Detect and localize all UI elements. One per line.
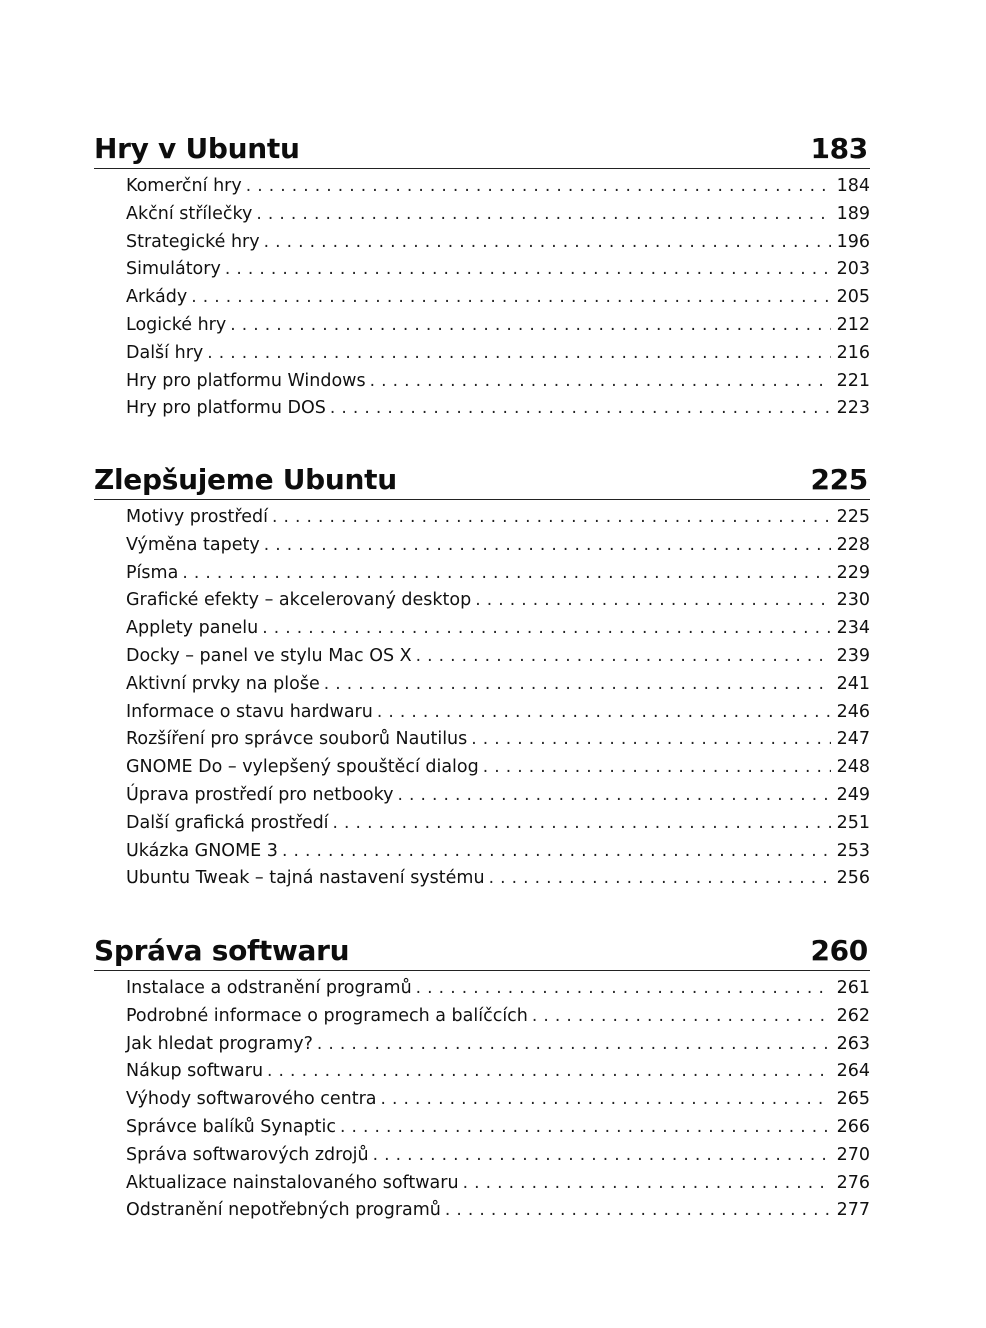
entry-page-number: 239 <box>836 645 870 666</box>
toc-entry[interactable] <box>126 1142 870 1170</box>
dot-leader <box>191 284 830 312</box>
entry-page-number: 229 <box>836 562 870 583</box>
dot-leader <box>532 1003 831 1031</box>
entry-page-number: 248 <box>836 757 870 778</box>
entry-page-number: 234 <box>836 618 870 639</box>
toc-entry[interactable] <box>126 201 870 229</box>
entry-title: GNOME Do – vylepšený spouštěcí dialog <box>126 757 479 778</box>
dot-leader <box>463 1170 831 1198</box>
toc-entry[interactable] <box>126 1003 870 1031</box>
entry-title: Odstranění nepotřebných programů <box>126 1200 441 1221</box>
entry-title: Správa softwarových zdrojů <box>126 1144 369 1165</box>
dot-leader <box>398 782 831 810</box>
entry-title: Správce balíků Synaptic <box>126 1116 336 1137</box>
toc-entry[interactable] <box>126 368 870 396</box>
entry-page-number: 230 <box>836 590 870 611</box>
entry-title: Úprava prostředí pro netbooky <box>126 784 394 805</box>
dot-leader <box>416 975 831 1003</box>
entry-page-number: 277 <box>836 1200 870 1221</box>
toc-entry[interactable] <box>126 1031 870 1059</box>
dot-leader <box>373 1142 831 1170</box>
entry-page-number: 249 <box>836 784 870 805</box>
entry-title: Instalace a odstranění programů <box>126 978 412 998</box>
dot-leader <box>377 699 831 727</box>
entry-page-number: 196 <box>836 231 870 252</box>
dot-leader <box>370 368 831 396</box>
dot-leader <box>483 754 831 782</box>
entry-title: Simulátory <box>126 259 221 280</box>
dot-leader <box>282 838 831 866</box>
entry-page-number: 270 <box>836 1144 870 1165</box>
toc-entry[interactable] <box>126 782 870 810</box>
dot-leader <box>324 671 831 699</box>
entry-title: Arkády <box>126 287 188 308</box>
chapter-section <box>94 459 870 893</box>
entry-page-number: 263 <box>836 1033 870 1054</box>
dot-leader <box>340 1114 831 1142</box>
toc-entry[interactable] <box>126 1197 870 1225</box>
toc-entry[interactable] <box>126 726 870 754</box>
entry-title: Informace o stavu hardwaru <box>126 701 373 722</box>
toc-entry[interactable] <box>126 504 870 532</box>
toc-entry[interactable] <box>126 838 870 866</box>
entry-page-number: 253 <box>836 840 870 861</box>
entry-title: Rozšíření pro správce souborů Nautilus <box>126 729 468 750</box>
entry-title: Aktualizace nainstalovaného softwaru <box>126 1172 459 1193</box>
toc-entry[interactable] <box>126 1058 870 1086</box>
toc-entry[interactable] <box>126 312 870 340</box>
entry-page-number: 184 <box>836 176 870 196</box>
toc-entry[interactable] <box>126 560 870 588</box>
dot-leader <box>225 256 831 284</box>
chapter-heading <box>94 459 870 500</box>
toc-entry[interactable] <box>126 1170 870 1198</box>
entry-title: Výměna tapety <box>126 534 260 555</box>
entry-page-number: 276 <box>836 1172 870 1193</box>
toc-entry[interactable] <box>126 532 870 560</box>
toc-entry[interactable] <box>126 810 870 838</box>
dot-leader <box>267 1058 831 1086</box>
toc-entry[interactable] <box>126 699 870 727</box>
entry-list <box>94 504 870 893</box>
toc-entry[interactable] <box>126 587 870 615</box>
dot-leader <box>264 532 831 560</box>
dot-leader <box>264 229 831 257</box>
entry-title: Strategické hry <box>126 231 260 252</box>
entry-page-number: 203 <box>836 259 870 280</box>
dot-leader <box>381 1086 831 1114</box>
toc-entry[interactable] <box>126 671 870 699</box>
chapter-page-number: 225 <box>810 463 868 496</box>
toc-entry[interactable] <box>126 975 870 1003</box>
dot-leader <box>262 615 830 643</box>
entry-title: Komerční hry <box>126 176 242 196</box>
entry-page-number: 223 <box>836 398 870 419</box>
entry-title: Ubuntu Tweak – tajná nastavení systému <box>126 868 485 889</box>
toc-entry[interactable] <box>126 615 870 643</box>
dot-leader <box>489 865 831 893</box>
dot-leader <box>475 587 830 615</box>
entry-page-number: 212 <box>836 314 870 335</box>
chapter-title: Zlepšujeme Ubuntu <box>94 463 397 496</box>
entry-title: Nákup softwaru <box>126 1061 264 1082</box>
toc-entry[interactable] <box>126 340 870 368</box>
dot-leader <box>416 643 831 671</box>
dot-leader <box>230 312 830 340</box>
entry-list <box>94 975 870 1225</box>
dot-leader <box>317 1031 831 1059</box>
entry-list <box>94 173 870 423</box>
entry-title: Další grafická prostředí <box>126 812 329 833</box>
entry-title: Docky – panel ve stylu Mac OS X <box>126 645 412 666</box>
entry-page-number: 251 <box>836 812 870 833</box>
dot-leader <box>471 726 830 754</box>
entry-title: Další hry <box>126 342 204 363</box>
entry-page-number: 264 <box>836 1061 870 1082</box>
dot-leader <box>333 810 831 838</box>
entry-title: Podrobné informace o programech a balíčcích <box>126 1005 528 1026</box>
dot-leader <box>182 560 830 588</box>
chapter-page-number: 183 <box>810 132 868 165</box>
entry-page-number: 246 <box>836 701 870 722</box>
dot-leader <box>445 1197 831 1225</box>
toc-entry[interactable] <box>126 173 870 201</box>
entry-title: Grafické efekty – akcelerovaný desktop <box>126 590 472 611</box>
entry-title: Motivy prostředí <box>126 507 268 527</box>
entry-title: Písma <box>126 562 179 583</box>
toc-entry[interactable] <box>126 229 870 257</box>
entry-page-number: 205 <box>836 287 870 308</box>
entry-title: Jak hledat programy? <box>126 1033 313 1054</box>
dot-leader <box>207 340 830 368</box>
dot-leader <box>256 201 830 229</box>
chapter-title: Hry v Ubuntu <box>94 132 300 165</box>
entry-page-number: 221 <box>836 370 870 391</box>
entry-title: Hry pro platformu Windows <box>126 370 366 391</box>
toc-entry[interactable] <box>126 754 870 782</box>
toc-entry[interactable] <box>126 284 870 312</box>
entry-title: Výhody softwarového centra <box>126 1089 377 1110</box>
entry-page-number: 189 <box>836 203 870 224</box>
toc-entry[interactable] <box>126 1086 870 1114</box>
entry-title: Logické hry <box>126 314 227 335</box>
toc-entry[interactable] <box>126 1114 870 1142</box>
entry-page-number: 241 <box>836 673 870 694</box>
chapter-section <box>94 128 870 423</box>
entry-title: Ukázka GNOME 3 <box>126 840 278 861</box>
entry-page-number: 225 <box>836 507 870 527</box>
entry-page-number: 262 <box>836 1005 870 1026</box>
entry-title: Aktivní prvky na ploše <box>126 673 320 694</box>
toc-entry[interactable] <box>126 643 870 671</box>
entry-page-number: 266 <box>836 1116 870 1137</box>
chapter-heading <box>94 930 870 971</box>
entry-title: Hry pro platformu DOS <box>126 398 326 419</box>
entry-page-number: 247 <box>836 729 870 750</box>
chapter-section <box>94 930 870 1225</box>
dot-leader <box>330 395 831 423</box>
toc-entry[interactable] <box>126 395 870 423</box>
chapter-page-number: 260 <box>810 934 868 967</box>
entry-title: Akční střílečky <box>126 203 253 224</box>
entry-page-number: 261 <box>836 978 870 998</box>
dot-leader <box>272 504 831 532</box>
entry-page-number: 256 <box>836 868 870 889</box>
entry-page-number: 216 <box>836 342 870 363</box>
entry-title: Applety panelu <box>126 618 259 639</box>
entry-page-number: 228 <box>836 534 870 555</box>
toc-entry[interactable] <box>126 256 870 284</box>
toc-entry[interactable] <box>126 865 870 893</box>
chapter-heading <box>94 128 870 169</box>
chapter-title: Správa softwaru <box>94 934 350 967</box>
dot-leader <box>246 173 831 201</box>
entry-page-number: 265 <box>836 1089 870 1110</box>
